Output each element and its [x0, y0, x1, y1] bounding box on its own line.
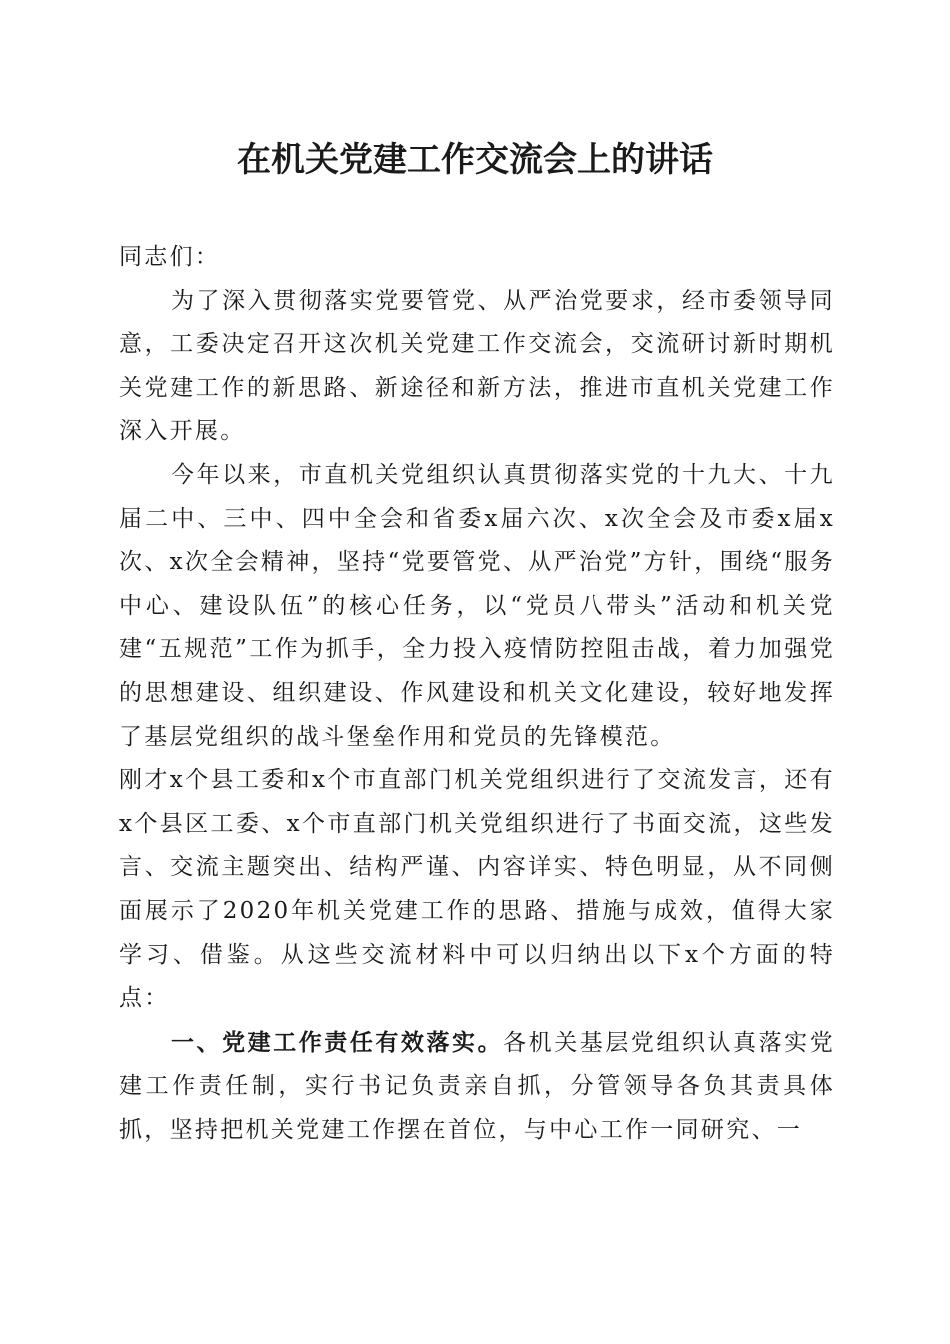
section-text-1: 各机关基层党组织认真落实党建工作责任制，实行书记负责亲自抓，分管领导各负其责具体抓，坚持把机关党建工作摆在首位，与中心工作一同研究、一: [119, 1029, 835, 1143]
paragraph-2: 今年以来，市直机关党组织认真贯彻落实党的十九大、十九届二中、三中、四中全会和省委x届六次、x次全会及市委x届x次、x次全会精神，坚持“党要管党、从严治党”方针，围绕“服务中心、建设队伍”的核心任务，以“党员八带头”活动和机关党建“五规范”工作为抓手，全力投入疫情防控阻击战，着力加强党的思想建设、组织建设、作风建设和机关文化建设，较好地发挥了基层党组织的战斗堡垒作用和党员的先锋模范。: [119, 461, 835, 750]
document-body: [119, 236, 835, 1152]
salutation: 同志们：: [119, 244, 221, 270]
document-title: 在机关党建工作交流会上的讲话: [237, 140, 713, 180]
paragraph-3: 刚才x个县工委和x个市直部门机关党组织进行了交流发言，还有x个县区工委、x个市直部门机关党组织进行了书面交流，这些发言、交流主题突出、结构严谨、内容详实、特色明显，从不同侧面展示了2020年机关党建工作的思路、措施与成效，值得大家学习、借鉴。从这些交流材料中可以归纳出以下x个方面的特点：: [119, 767, 835, 1012]
paragraph-4: [119, 1021, 835, 1153]
paragraph-1: 为了深入贯彻落实党要管党、从严治党要求，经市委领导同意，工委决定召开这次机关党建工作交流会，交流研讨新时期机关党建工作的新思路、新途径和新方法，推进市直机关党建工作深入开展。: [119, 287, 835, 445]
section-heading-1: 一、党建工作责任有效落实。: [171, 1028, 504, 1056]
